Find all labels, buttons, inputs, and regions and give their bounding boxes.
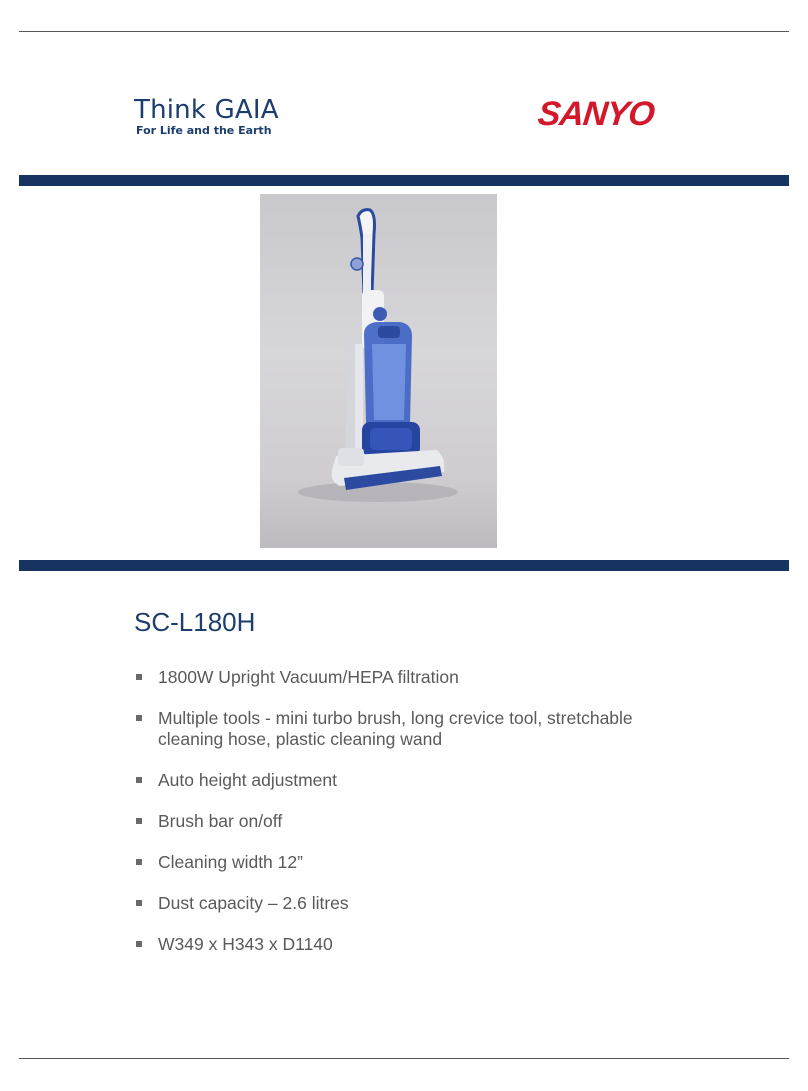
sanyo-logo-text: SANYO xyxy=(536,95,656,133)
think-gaia-logo xyxy=(134,96,279,137)
feature-text: Auto height adjustment xyxy=(158,770,338,790)
feature-item xyxy=(134,934,694,955)
feature-list xyxy=(134,667,694,955)
bottom-rule xyxy=(19,1058,789,1059)
feature-text: Brush bar on/off xyxy=(158,811,283,831)
product-photo xyxy=(260,194,497,548)
feature-item xyxy=(134,893,694,914)
bullet-icon xyxy=(136,859,142,865)
footer-band xyxy=(19,560,789,571)
top-rule xyxy=(19,31,789,32)
feature-item xyxy=(134,852,694,873)
model-name: SC-L180H xyxy=(134,607,256,637)
bullet-icon xyxy=(136,715,142,721)
feature-text: Multiple tools - mini turbo brush, long crevice tool, stretchable cleaning hose, plastic cleaning wand xyxy=(158,708,633,749)
feature-text: 1800W Upright Vacuum/HEPA filtration xyxy=(158,667,459,687)
feature-item xyxy=(134,770,694,791)
bullet-icon xyxy=(136,900,142,906)
bullet-icon xyxy=(136,777,142,783)
header-band xyxy=(19,175,789,186)
feature-text: W349 x H343 x D1140 xyxy=(158,934,333,954)
feature-text: Cleaning width 12” xyxy=(158,852,303,872)
bullet-icon xyxy=(136,941,142,947)
bullet-icon xyxy=(136,674,142,680)
feature-item xyxy=(134,667,694,688)
feature-item xyxy=(134,708,694,750)
bullet-icon xyxy=(136,818,142,824)
gaia-logo-title: Think GAIA xyxy=(134,95,279,125)
gaia-logo-tagline: For Life and the Earth xyxy=(136,124,272,137)
feature-text: Dust capacity – 2.6 litres xyxy=(158,893,349,913)
sanyo-logo xyxy=(538,96,672,132)
feature-item xyxy=(134,811,694,832)
